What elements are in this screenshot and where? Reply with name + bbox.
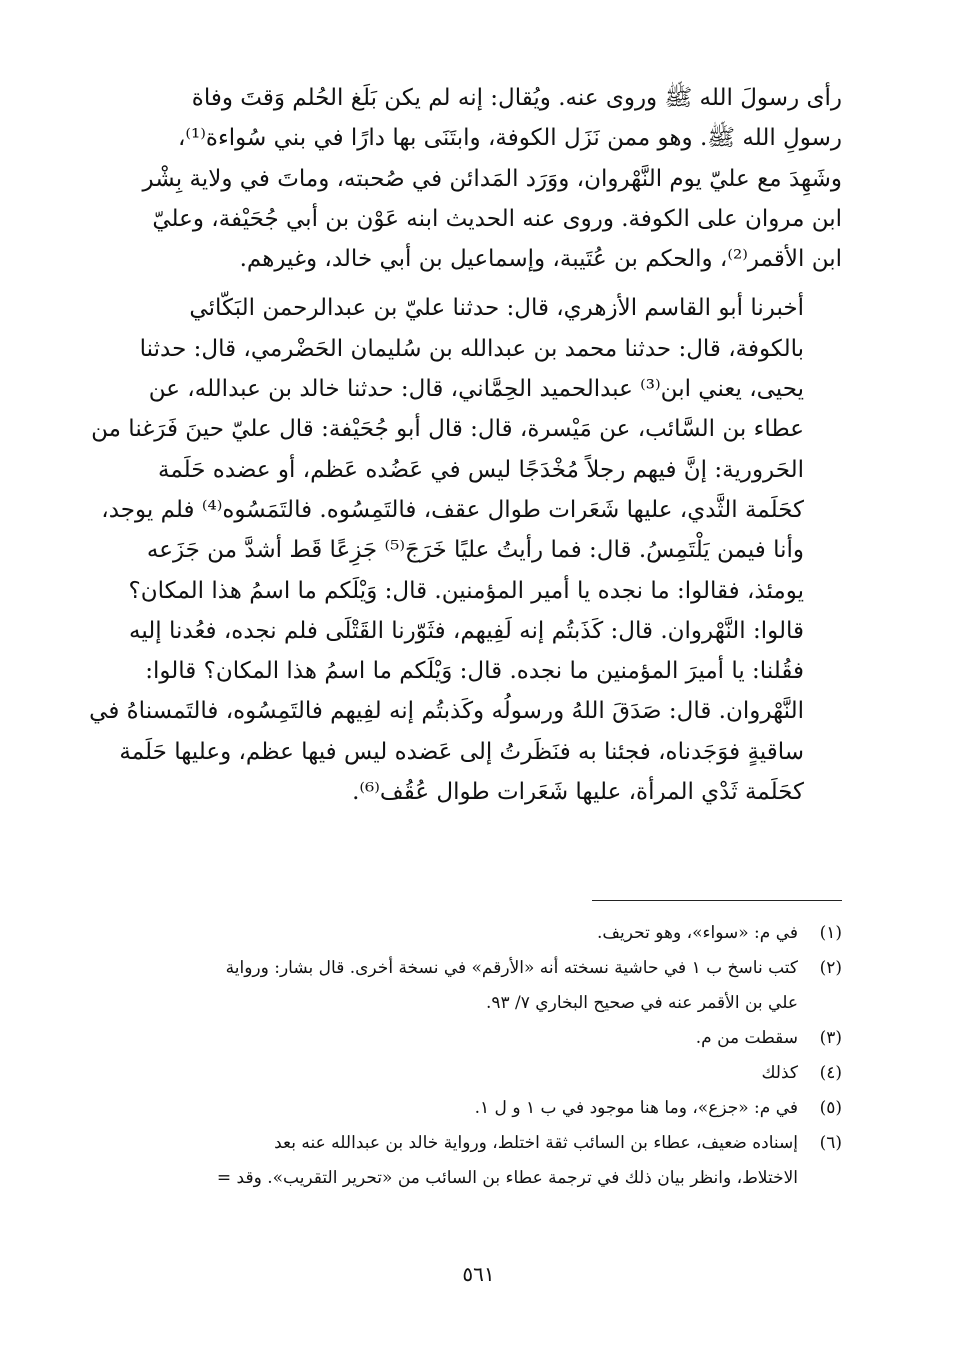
footnotes	[118, 916, 842, 1196]
text-line: يحيى، يعني ابن⁽³⁾ عبدالحميد الحِمَّاني، قال: حدثنا خالد بن عبدالله، عن	[148, 376, 804, 403]
page-body	[89, 78, 842, 1188]
footnote-text	[118, 1021, 798, 1056]
text-line: يومئذ، فقالوا: ما نجده يا أمير المؤمنين. قال: وَيْلَكم ما اسمُ هذا المكان؟	[128, 577, 804, 604]
paragraph-hadith	[89, 288, 842, 812]
footnote-line: الاختلاط، وانظر بيان ذلك في ترجمة عطاء بن السائب من «تحرير التقريب». وقد =	[216, 1168, 798, 1188]
footnote	[118, 916, 842, 951]
footnote-text	[118, 1056, 798, 1091]
footnote-line: كذلك	[761, 1063, 798, 1083]
footnote-number: (٣)	[819, 1028, 842, 1048]
text-line: النَّهْروان. قال: صَدَقَ اللهُ ورسولُه وكَذبتُم إنه لفِيهم فالتَمِسُوه، فالتَمسناهُ في	[89, 698, 804, 725]
footnote-text	[118, 916, 798, 951]
footnote-text	[118, 951, 798, 1021]
text-line: وشَهِدَ مع عليّ يوم النَّهْروان، ووَرَد المَدائن في صُحبته، وماتَ في ولاية بِشْر	[142, 165, 842, 192]
footnote	[118, 1056, 842, 1091]
footnote-line: في م: «سواء»، وهو تحريف.	[597, 923, 798, 943]
footnote-number: (٥)	[819, 1098, 842, 1118]
text-line: عطاء بن السَّائب، عن مَيْسرة، قال: قال أبو جُحَيْفة: قال عليّ حينَ فَرَغنا من	[91, 416, 804, 443]
text-line: الحَرورية: إنَّ فيهم رجلاً مُخْدَجًا ليس في عَضُده عَظم، أو عضده حَلَمة	[158, 456, 804, 483]
footnote-number: (١)	[819, 923, 842, 943]
paragraph-biography	[118, 78, 842, 279]
text-line: رسولِ الله ﷺ. وهو ممن نَزَل الكوفة، وابتَنَى بها دارًا في بني سُواءة⁽¹⁾،	[177, 125, 842, 152]
footnote-divider	[592, 900, 842, 901]
footnote-line: كتب ناسخ ب ١ في حاشية نسخته أنه «الأرقم» في نسخة أخرى. قال بشار: ورواية	[225, 958, 798, 978]
footnote-line: في م: «جزع»، وما هنا موجود في ب ١ و ل ١.	[474, 1098, 798, 1118]
text-line: كحَلَمة الثَّدي، عليها شَعَرات طوال عقف، فالتَمِسُوه. فالتَمَسُوه⁽⁴⁾ فلم يوجد،	[101, 496, 804, 523]
footnote	[118, 1091, 842, 1126]
text-line: فقُلنا: يا أميرَ المؤمنين ما نجده. قال: وَيْلَكم ما اسمُ هذا المكان؟ قالوا:	[145, 658, 804, 685]
text-line: وأنا فيمن يَلْتَمِسُ. قال: فما رأيتُ عليًا خَرَجَ⁽⁵⁾ جَزِعًا قَط أشدَّ من جَزَعه	[146, 537, 804, 564]
text-line: أخبرنا أبو القاسم الأزهري، قال: حدثنا عليّ بن عبدالرحمن البَكّائي	[189, 295, 804, 322]
text-line: رأى رسولَ الله ﷺ وروى عنه. ويُقال: إنه لم يكن بَلَغ الحُلم وَقتَ وفاة	[191, 85, 842, 111]
text-line: بالكوفة، قال: حدثنا محمد بن عبدالله بن سُليمان الحَضْرمي، قال: حدثنا	[139, 335, 804, 362]
footnote-line: سقطت من م.	[695, 1028, 798, 1048]
footnote-text	[118, 1091, 798, 1126]
footnote-line: علي بن الأقمر عنه في صحيح البخاري ٧/ ٩٣.	[485, 993, 798, 1013]
text-line: ابن الأقمر⁽²⁾، والحكم بن عُتَيبة، وإسماعيل بن أبي خالد، وغيرهم.	[239, 246, 842, 273]
footnote	[118, 1126, 842, 1196]
text-line: كحَلَمة ثَدْي المرأة، عليها شَعَرات طوال عُقُف⁽⁶⁾.	[352, 779, 804, 806]
footnote-line: إسناده ضعيف، عطاء بن السائب ثقة اختلط، ورواية خالد بن عبدالله عنه بعد	[274, 1133, 798, 1153]
footnote-text	[118, 1126, 798, 1196]
footnote	[118, 1021, 842, 1056]
footnote-number: (٢)	[819, 958, 842, 978]
text-line: ساقيةٍ فوَجَدناه، فجئنا به فنَظَرتُ إلى عَضده ليس فيها عظم، وعليها حَلَمة	[119, 738, 804, 765]
footnote-number: (٤)	[819, 1063, 842, 1083]
page-number: ٥٦١	[462, 1262, 495, 1286]
text-line: ابن مروان على الكوفة. وروى عنه الحديث ابنه عَوْن بن أبي جُحَيْفة، وعليّ	[152, 205, 842, 232]
footnote	[118, 951, 842, 1021]
footnote-number: (٦)	[819, 1133, 842, 1153]
text-line: قالوا: النَّهْروان. قال: كَذَبتُم إنه لَفِيهم، فثَوّرنا القَتْلَى فلم نجده، فعُدنا إليه	[129, 617, 804, 644]
